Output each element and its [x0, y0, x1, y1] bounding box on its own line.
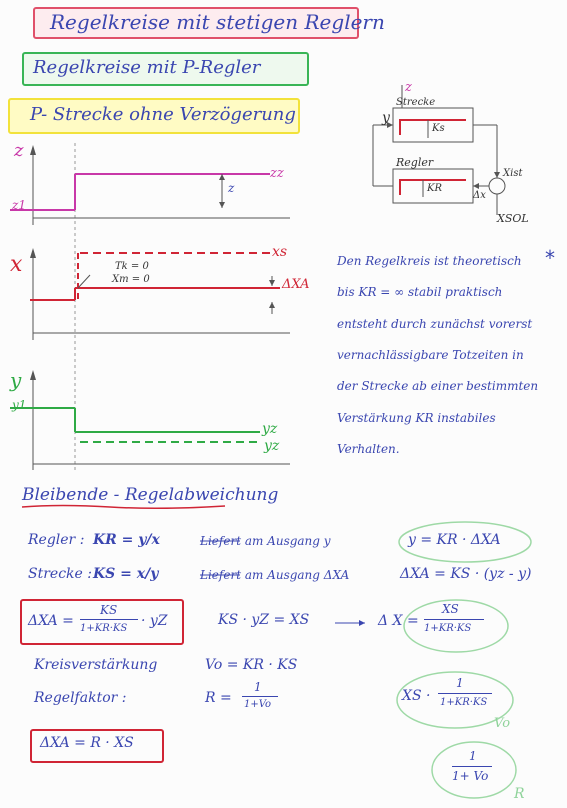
note-line-3: entsteht durch zunächst vorerst: [337, 317, 533, 331]
boxed-den: 1+KR·KS: [80, 623, 128, 634]
xs-bar: [438, 693, 492, 694]
subtitle-1: Regelkreise mit P-Regler: [33, 57, 261, 78]
regler-label: Regler :: [28, 532, 85, 548]
strecke-text: Liefert am Ausgang ΔXA: [200, 568, 350, 582]
note-asterisk: *: [545, 246, 555, 270]
regler-text: Liefert am Ausgang y: [200, 534, 331, 548]
yz-label-2: yz: [264, 438, 280, 454]
boxed-lhs: ΔXA =: [28, 613, 74, 629]
kreis-label: Kreisverstärkung: [34, 657, 158, 673]
y1-label: y1: [12, 398, 27, 412]
note-line-5: der Strecke ab einer bestimmten: [337, 379, 539, 393]
y-axis-label: y: [10, 368, 22, 392]
r-bar: [452, 766, 492, 767]
note-line-6: Verstärkung KR instabiles: [337, 411, 496, 425]
dx-lhs: Δ X =: [378, 613, 419, 629]
regler-result: y = KR · ΔXA: [408, 532, 501, 548]
note-line-7: Verhalten.: [337, 442, 400, 456]
diagram-z-label: z: [405, 80, 412, 95]
strecke-eq: KS = x/y: [93, 566, 159, 582]
regler-eq: KR = y/x: [93, 532, 160, 548]
dx-den: 1+KR·KS: [424, 623, 472, 634]
xs-num: 1: [456, 676, 464, 690]
note-line-2: bis KR = ∞ stabil praktisch: [337, 285, 503, 299]
vo-tag: Vo: [494, 716, 511, 731]
diagram-xsoll-label: XSOL: [497, 212, 529, 225]
strecke-result: ΔXA = KS · (yz - y): [400, 566, 532, 582]
x-axis-label: x: [10, 252, 23, 277]
dx-fraction-bar: [424, 619, 484, 620]
r-num: 1: [469, 749, 477, 763]
yz-label-1: yz: [262, 421, 278, 437]
diagram-kr-label: KR: [427, 183, 442, 194]
xs-den: 1+KR·KS: [440, 697, 488, 708]
z-axis-label: z: [14, 140, 24, 161]
boxed-fraction-bar: [80, 619, 138, 620]
subtitle-2: P- Strecke ohne Verzögerung: [30, 104, 296, 125]
regelfaktor-bar: [242, 696, 278, 697]
delta-xa-label: ΔXA: [282, 277, 310, 292]
diagram-regler-label: Regler: [396, 156, 434, 169]
dx-num: XS: [442, 602, 459, 616]
note-line-1: Den Regelkreis ist theoretisch: [337, 254, 522, 268]
main-title: Regelkreise mit stetigen Reglern: [50, 10, 385, 34]
diagram-dx-label: Δx: [473, 190, 486, 201]
regelfaktor-den: 1+Vo: [244, 699, 272, 710]
z1-label: z1: [12, 198, 26, 212]
xs-lhs: XS ·: [402, 688, 431, 704]
section-heading: Bleibende - Regelabweichung: [22, 485, 279, 505]
r-den: 1+ Vo: [452, 769, 489, 783]
r-tag: R: [514, 786, 525, 802]
regelfaktor-num: 1: [254, 680, 262, 694]
z-delta-label: z: [228, 181, 235, 195]
strecke-label: Strecke :: [28, 566, 92, 582]
ks-yz-eq: KS · yZ = XS: [218, 612, 310, 628]
z2-label: zz: [270, 166, 284, 181]
diagram-xist-label: Xist: [503, 168, 523, 179]
regelfaktor-label: Regelfaktor :: [34, 690, 127, 706]
tk-label: Tk = 0: [115, 261, 149, 272]
diagram-y-label: y: [382, 110, 390, 126]
regelfaktor-lhs: R =: [205, 690, 232, 706]
xs-label: xs: [272, 244, 288, 260]
final-eq: ΔXA = R · XS: [40, 735, 134, 751]
diagram-ks-label: Ks: [432, 123, 445, 134]
tm-label: Xm = 0: [112, 274, 150, 285]
boxed-tail: · yZ: [141, 613, 168, 629]
note-line-4: vernachlässigbare Totzeiten in: [337, 348, 524, 362]
kreis-eq: Vo = KR · KS: [205, 657, 298, 673]
boxed-num: KS: [100, 603, 118, 617]
diagram-strecke-label: Strecke: [396, 97, 436, 108]
